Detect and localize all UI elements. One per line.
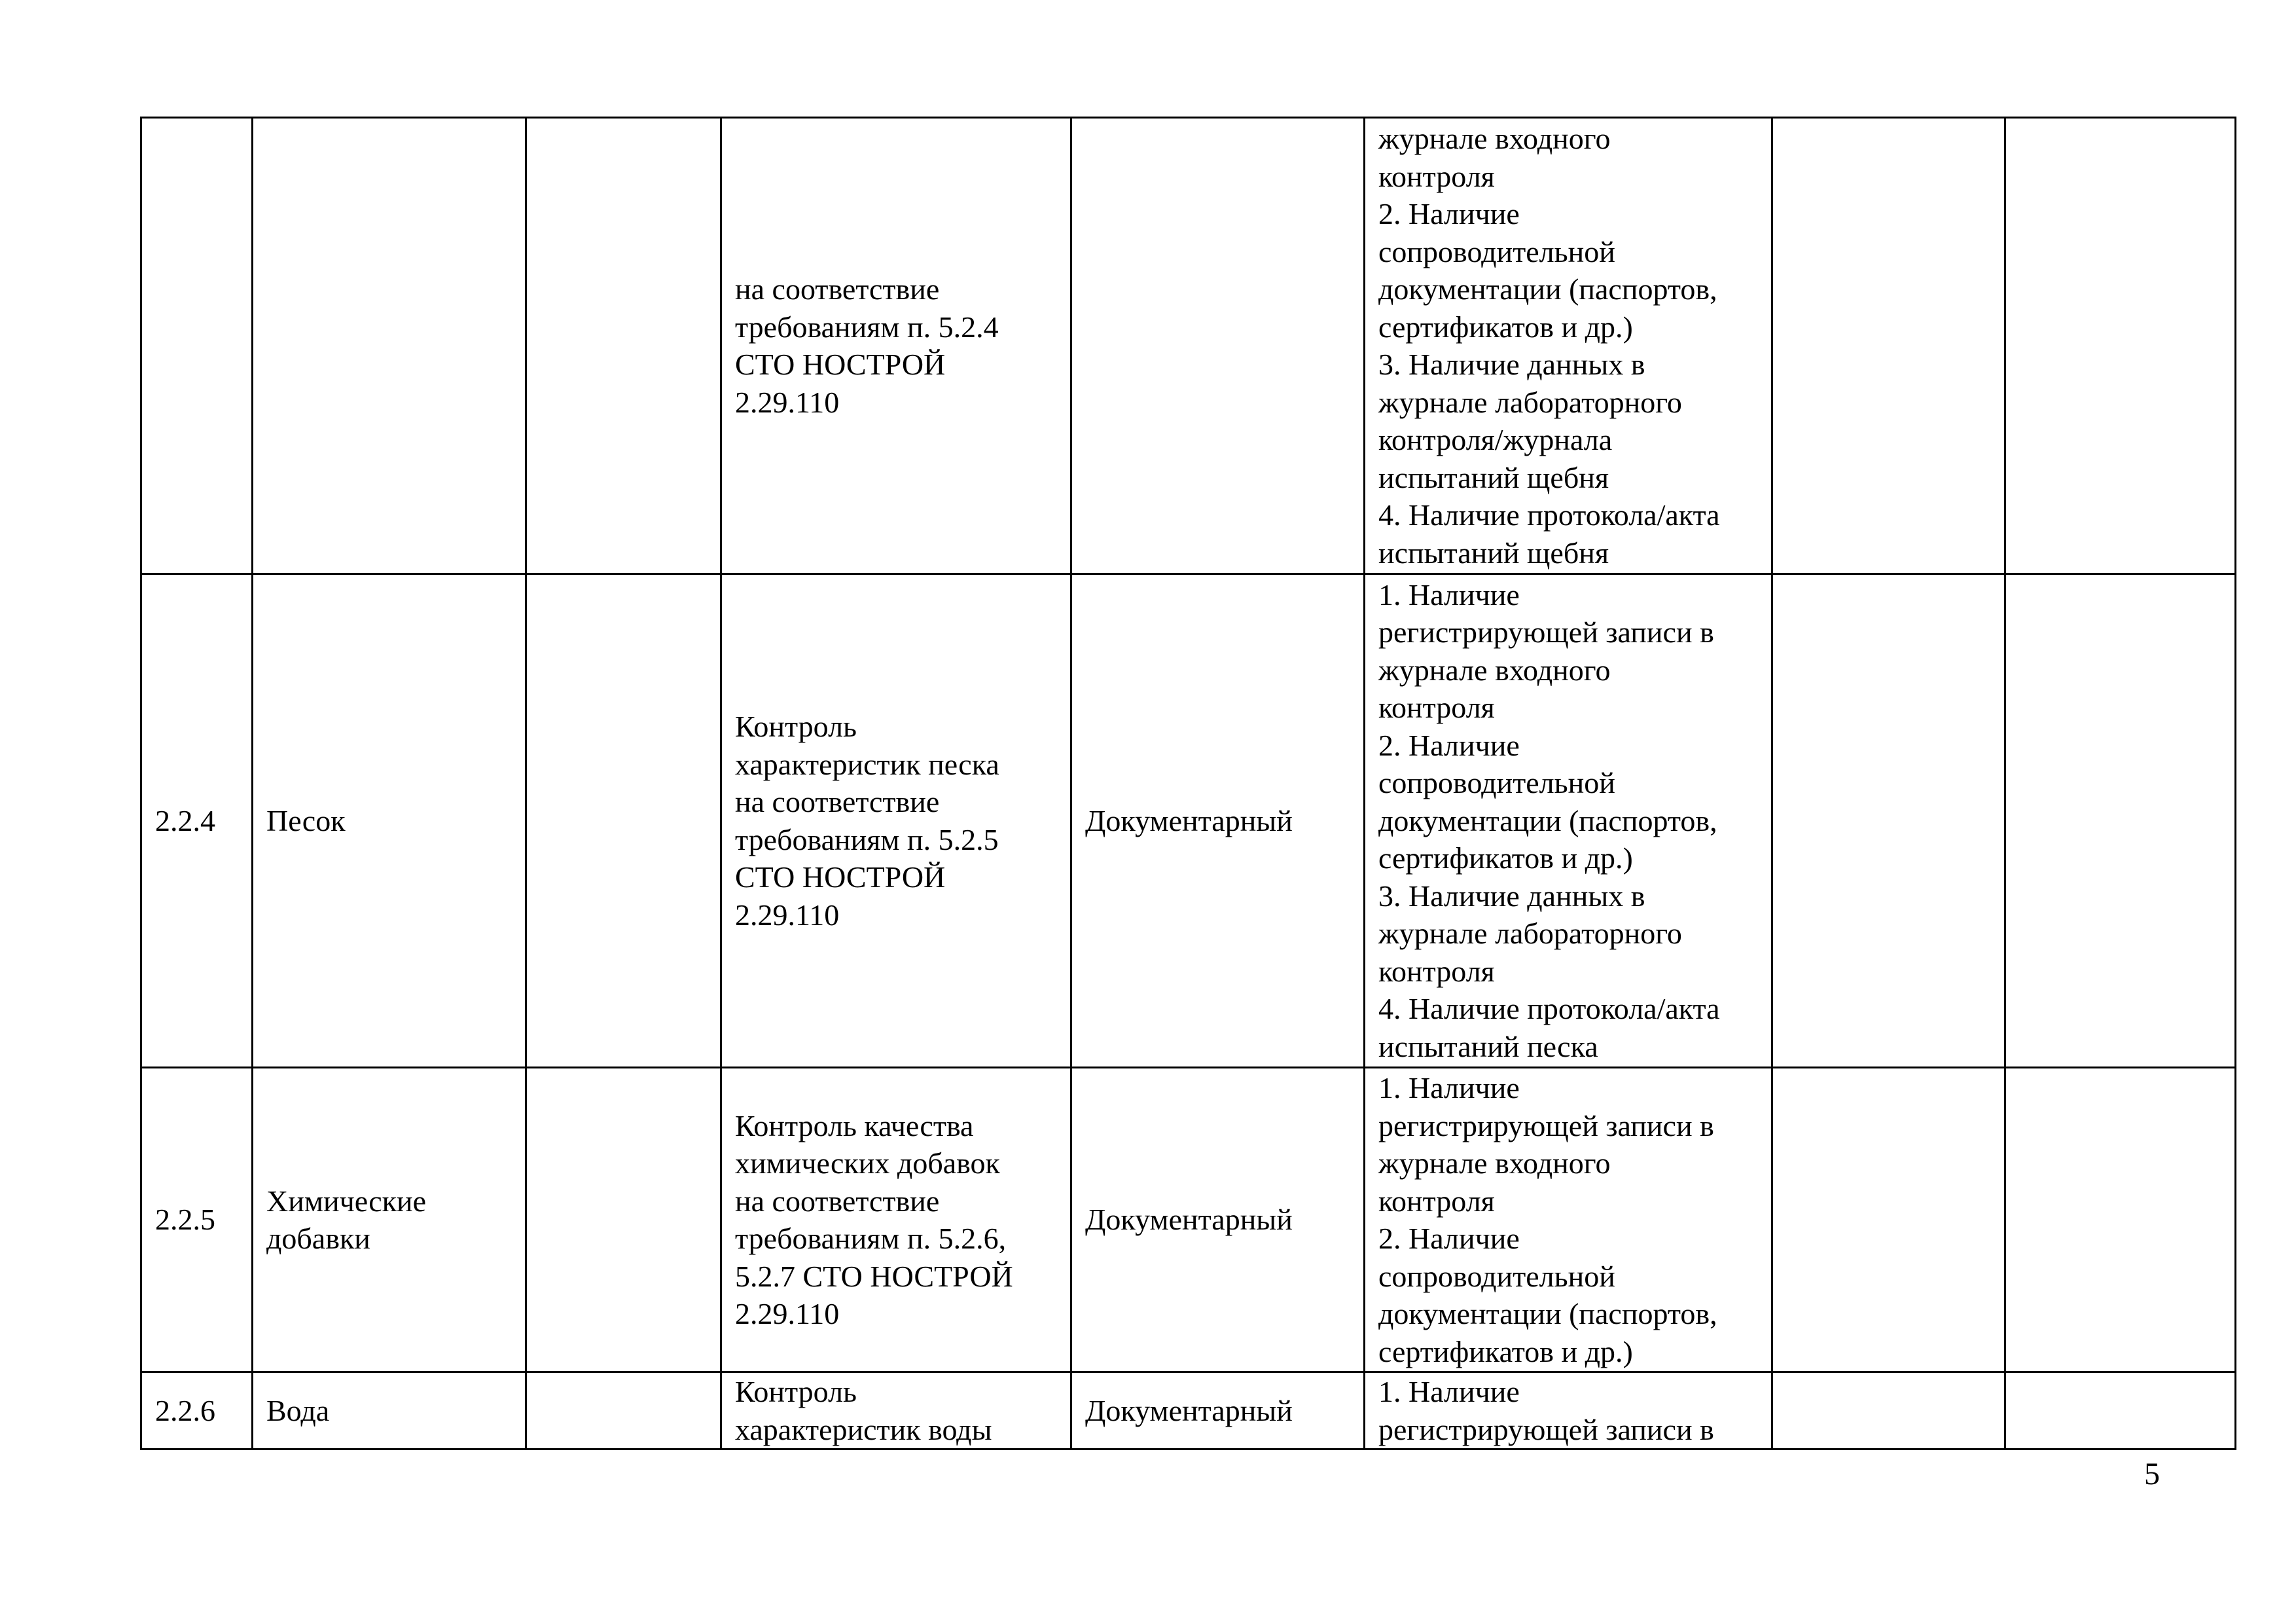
blank-cell	[526, 1068, 721, 1372]
blank-cell	[1772, 1068, 2005, 1372]
item-name-cell	[253, 118, 526, 574]
requirements-cell: 1. Наличие регистрирующей записи в журнале входного контроля 2. Наличие сопроводительной документации (паспортов, сертификатов и др.) 3. Наличие данных в журнале лабораторного контроля 4. Наличие протокола/акта испытаний песка	[1365, 574, 1772, 1068]
table-row	[141, 1068, 2236, 1372]
item-number-cell	[141, 118, 253, 574]
item-number-cell: 2.2.6	[141, 1372, 253, 1450]
control-description-cell: Контроль качества химических добавок на соответствие требованиям п. 5.2.6, 5.2.7 СТО НОСТРОЙ 2.29.110	[721, 1068, 1071, 1372]
blank-cell	[1772, 118, 2005, 574]
control-method-cell: Документарный	[1071, 1372, 1365, 1450]
table-row	[141, 574, 2236, 1068]
item-name-cell: Песок	[253, 574, 526, 1068]
control-description-cell: на соответствие требованиям п. 5.2.4 СТО НОСТРОЙ 2.29.110	[721, 118, 1071, 574]
page-number: 5	[2144, 1457, 2160, 1491]
document-table-container	[140, 117, 2234, 1450]
blank-cell	[2005, 1068, 2236, 1372]
item-name-cell: Химические добавки	[253, 1068, 526, 1372]
blank-cell	[526, 118, 721, 574]
blank-cell	[2005, 118, 2236, 574]
control-method-cell: Документарный	[1071, 1068, 1365, 1372]
control-method-cell	[1071, 118, 1365, 574]
requirements-cell: 1. Наличие регистрирующей записи в журнале входного контроля 2. Наличие сопроводительной документации (паспортов, сертификатов и др.)	[1365, 1068, 1772, 1372]
item-number-cell: 2.2.4	[141, 574, 253, 1068]
blank-cell	[526, 574, 721, 1068]
blank-cell	[1772, 1372, 2005, 1450]
requirements-cell: журнале входного контроля 2. Наличие сопроводительной документации (паспортов, сертификатов и др.) 3. Наличие данных в журнале лабораторного контроля/журнала испытаний щебня 4. Наличие протокола/акта испытаний щебня	[1365, 118, 1772, 574]
control-description-cell: Контроль характеристик воды	[721, 1372, 1071, 1450]
item-name-cell: Вода	[253, 1372, 526, 1450]
table-row	[141, 118, 2236, 574]
blank-cell	[526, 1372, 721, 1450]
blank-cell	[2005, 574, 2236, 1068]
control-method-cell: Документарный	[1071, 574, 1365, 1068]
requirements-cell: 1. Наличие регистрирующей записи в	[1365, 1372, 1772, 1450]
table-row	[141, 1372, 2236, 1450]
item-number-cell: 2.2.5	[141, 1068, 253, 1372]
control-table	[140, 117, 2236, 1450]
blank-cell	[1772, 574, 2005, 1068]
control-description-cell: Контроль характеристик песка на соответствие требованиям п. 5.2.5 СТО НОСТРОЙ 2.29.110	[721, 574, 1071, 1068]
blank-cell	[2005, 1372, 2236, 1450]
